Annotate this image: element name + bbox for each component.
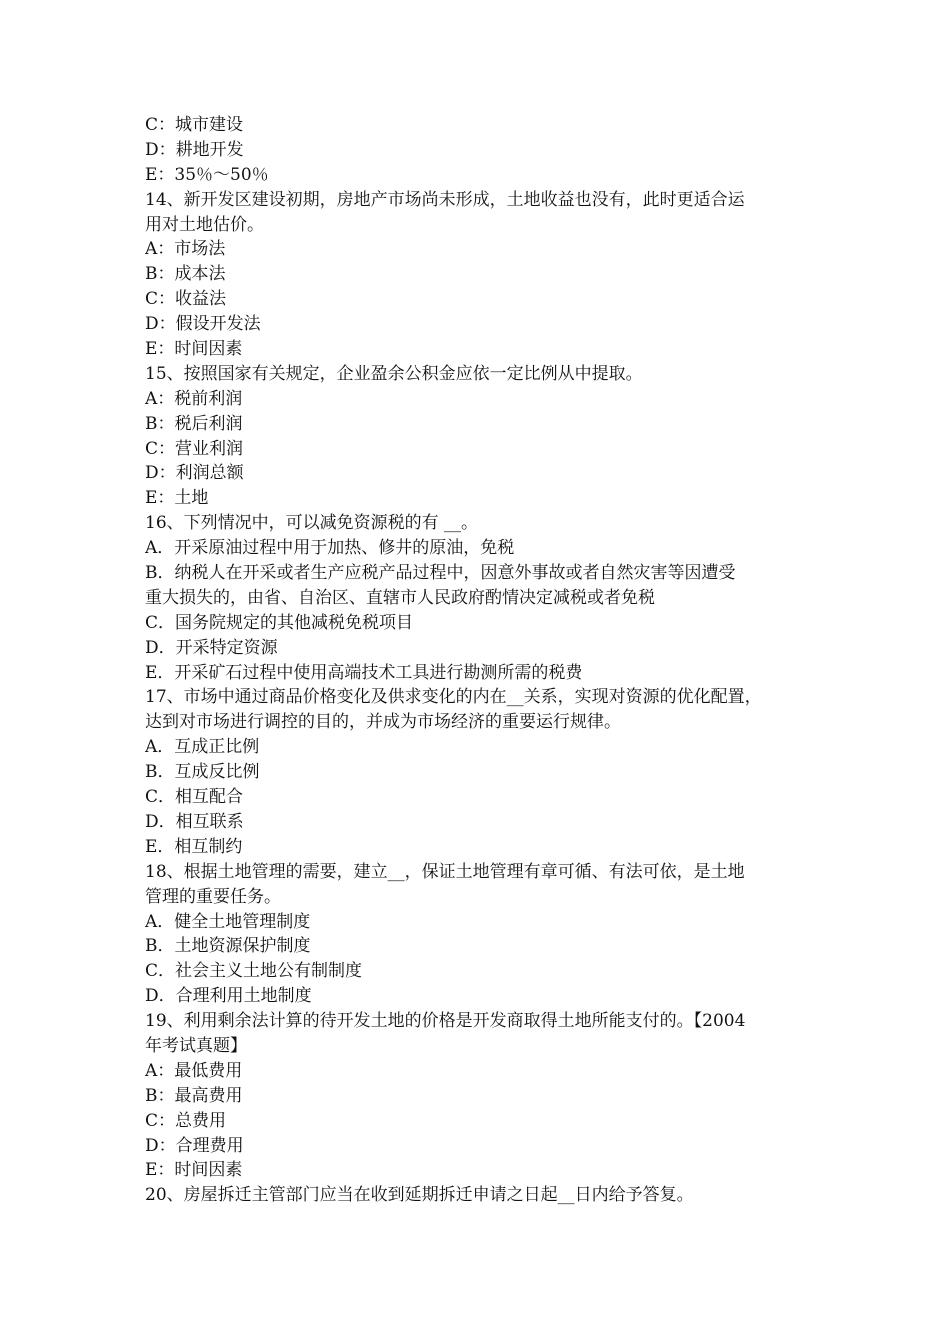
text-line: E：时间因素 <box>145 1160 243 1181</box>
text-line: B：成本法 <box>145 264 226 285</box>
question-20: 20、房屋拆迁主管部门应当在收到延期拆迁申请之日起__日内给予答复。 <box>145 1185 694 1206</box>
text-line: C：总费用 <box>145 1110 227 1131</box>
text-line: C．社会主义土地公有制制度 <box>145 961 363 982</box>
text-line: A．健全土地管理制度 <box>145 911 311 932</box>
text-line: A．互成正比例 <box>145 737 260 758</box>
text-line: B．纳税人在开采或者生产应税产品过程中，因意外事故或者自然灾害等因遭受 <box>145 563 736 584</box>
document-page <box>145 113 810 1208</box>
text-line: A：税前利润 <box>145 388 243 409</box>
text-line: C：营业利润 <box>145 438 244 459</box>
text-line: D：合理费用 <box>145 1135 244 1156</box>
text-line: E．开采矿石过程中使用高端技术工具进行勘测所需的税费 <box>145 662 583 683</box>
question-19: 19、利用剩余法计算的待开发土地的价格是开发商取得土地所能支付的。【2004 <box>145 1011 746 1032</box>
text-line: C．相互配合 <box>145 787 244 808</box>
text-line: E．相互制约 <box>145 836 243 857</box>
text-line: 达到对市场进行调控的目的，并成为市场经济的重要运行规律。 <box>145 712 621 733</box>
text-line: E：时间因素 <box>145 339 243 360</box>
text-line: B．土地资源保护制度 <box>145 936 311 957</box>
text-line: C：城市建设 <box>145 115 244 135</box>
text-line: 管理的重要任务。 <box>145 886 281 907</box>
question-18: 18、根据土地管理的需要，建立__，保证土地管理有章可循、有法可依，是土地 <box>145 861 745 882</box>
question-15: 15、按照国家有关规定，企业盈余公积金应依一定比例从中提取。 <box>145 363 643 384</box>
text-line: C：收益法 <box>145 289 227 310</box>
text-line: A．开采原油过程中用于加热、修井的原油，免税 <box>145 538 515 559</box>
text-line: D：耕地开发 <box>145 139 244 160</box>
text-line: B：税后利润 <box>145 413 243 434</box>
question-17: 17、市场中通过商品价格变化及供求变化的内在__关系，实现对资源的优化配置， <box>145 687 762 708</box>
text-line: D．合理利用土地制度 <box>145 986 312 1007</box>
text-line: E：35％～50％ <box>145 164 269 185</box>
text-line: D：假设开发法 <box>145 314 261 335</box>
text-line: A：最低费用 <box>145 1060 243 1081</box>
question-16: 16、下列情况中，可以减免资源税的有 __。 <box>145 513 479 534</box>
text-line: D．相互联系 <box>145 811 244 832</box>
text-line: C．国务院规定的其他减税免税项目 <box>145 612 414 633</box>
question-14: 14、新开发区建设初期，房地产市场尚未形成，土地收益也没有，此时更适合运 <box>145 189 745 210</box>
text-line: B：最高费用 <box>145 1085 243 1106</box>
text-line: B．互成反比例 <box>145 762 260 783</box>
text-line: E：土地 <box>145 488 209 509</box>
text-line: 用对土地估价。 <box>145 214 264 235</box>
text-line: 重大损失的，由省、自治区、直辖市人民政府酌情决定减税或者免税 <box>145 587 655 608</box>
text-line: A：市场法 <box>145 239 226 260</box>
text-line: 年考试真题】 <box>145 1035 247 1056</box>
text-line: D．开采特定资源 <box>145 637 278 658</box>
text-line: D：利润总额 <box>145 463 244 484</box>
